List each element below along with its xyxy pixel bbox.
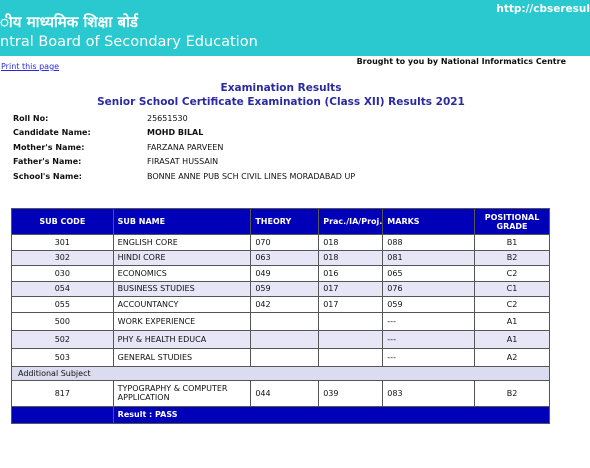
grade-cell: A2: [475, 348, 550, 366]
header-prac: Prac./IA/Proj.: [319, 209, 383, 235]
print-page-link[interactable]: Print this page: [1, 62, 60, 71]
mother-name-label: Mother's Name:: [13, 142, 85, 152]
roll-label: Roll No:: [13, 113, 49, 123]
marks-cell: ---: [383, 312, 475, 330]
board-title-hindi: ीय माध्यमिक शिक्षा बोर्ड: [0, 13, 138, 31]
result-spacer: [12, 406, 114, 423]
header-theory: THEORY: [251, 209, 319, 235]
sub-code-cell: 055: [12, 297, 114, 313]
table-row: [12, 281, 550, 297]
sub-name-cell: ACCOUNTANCY: [113, 297, 251, 313]
marks-cell: 081: [383, 250, 475, 266]
sub-code-cell: 500: [12, 312, 114, 330]
mother-name-row: [13, 140, 355, 155]
sub-code-cell: 503: [12, 348, 114, 366]
prac-cell: 039: [319, 380, 383, 406]
grade-cell: B1: [475, 235, 550, 251]
roll-row: [13, 111, 355, 126]
result-text: Result : PASS: [113, 406, 549, 423]
theory-cell: [251, 348, 319, 366]
prac-cell: [319, 330, 383, 348]
candidate-info: [13, 111, 355, 184]
theory-cell: 042: [251, 297, 319, 313]
father-name-label: Father's Name:: [13, 157, 82, 167]
additional-subject-label: Additional Subject: [12, 366, 550, 380]
sub-name-cell: WORK EXPERIENCE: [113, 312, 251, 330]
marks-cell: ---: [383, 330, 475, 348]
prac-cell: 016: [319, 266, 383, 282]
header-sub-name: SUB NAME: [113, 209, 251, 235]
roll-value: 25651530: [147, 113, 188, 123]
sub-name-cell: BUSINESS STUDIES: [113, 281, 251, 297]
grade-cell: A1: [475, 330, 550, 348]
theory-cell: 044: [251, 380, 319, 406]
header-grade: POSITIONAL GRADE: [475, 209, 550, 235]
sub-name-cell: ENGLISH CORE: [113, 235, 251, 251]
marks-cell: 083: [383, 380, 475, 406]
sub-name-cell: PHY & HEALTH EDUCA: [113, 330, 251, 348]
exam-subheading: Senior School Certificate Examination (Class XII) Results 2021: [97, 96, 465, 108]
theory-cell: [251, 330, 319, 348]
table-row: [12, 297, 550, 313]
theory-cell: 063: [251, 250, 319, 266]
candidate-name-row: [13, 126, 355, 141]
school-name-value: BONNE ANNE PUB SCH CIVIL LINES MORADABAD UP: [147, 171, 356, 181]
theory-cell: [251, 312, 319, 330]
sub-name-cell: TYPOGRAPHY & COMPUTER APPLICATION: [113, 380, 251, 406]
prac-cell: 017: [319, 281, 383, 297]
sub-code-cell: 054: [12, 281, 114, 297]
marks-cell: ---: [383, 348, 475, 366]
sub-name-cell: ECONOMICS: [113, 266, 251, 282]
marks-cell: 059: [383, 297, 475, 313]
prac-cell: [319, 348, 383, 366]
sub-code-cell: 030: [12, 266, 114, 282]
grade-cell: B2: [475, 250, 550, 266]
sub-code-cell: 302: [12, 250, 114, 266]
marks-cell: 088: [383, 235, 475, 251]
prac-cell: 018: [319, 235, 383, 251]
prac-cell: 018: [319, 250, 383, 266]
brought-by-text: Brought to you by National Informatics Centre: [356, 57, 566, 66]
grade-cell: C1: [475, 281, 550, 297]
header-sub-code: SUB CODE: [12, 209, 114, 235]
table-row: [12, 235, 550, 251]
marks-cell: 076: [383, 281, 475, 297]
results-table: [11, 208, 550, 424]
board-title-english: ntral Board of Secondary Education: [0, 34, 258, 50]
table-row: [12, 348, 550, 366]
table-row: [12, 312, 550, 330]
sub-code-cell: 301: [12, 235, 114, 251]
grade-cell: C2: [475, 297, 550, 313]
table-row: [12, 330, 550, 348]
mother-name-value: FARZANA PARVEEN: [147, 142, 224, 152]
grade-cell: B2: [475, 380, 550, 406]
table-row: [12, 266, 550, 282]
school-name-row: [13, 169, 355, 184]
candidate-name-label: Candidate Name:: [13, 128, 91, 138]
sub-code-cell: 817: [12, 380, 114, 406]
grade-cell: A1: [475, 312, 550, 330]
theory-cell: 049: [251, 266, 319, 282]
sub-code-cell: 502: [12, 330, 114, 348]
school-name-label: School's Name:: [13, 171, 82, 181]
theory-cell: 070: [251, 235, 319, 251]
grade-cell: C2: [475, 266, 550, 282]
additional-subject-row: [12, 366, 550, 380]
prac-cell: 017: [319, 297, 383, 313]
site-url: http://cbseresul: [496, 3, 590, 15]
father-name-value: FIRASAT HUSSAIN: [147, 157, 219, 167]
candidate-name-value: MOHD BILAL: [147, 128, 204, 138]
header-marks: MARKS: [383, 209, 475, 235]
marks-cell: 065: [383, 266, 475, 282]
result-row: [12, 406, 550, 423]
father-name-row: [13, 155, 355, 170]
theory-cell: 059: [251, 281, 319, 297]
table-row: [12, 250, 550, 266]
table-row: [12, 380, 550, 406]
sub-name-cell: HINDI CORE: [113, 250, 251, 266]
results-heading: Examination Results: [220, 82, 342, 94]
sub-name-cell: GENERAL STUDIES: [113, 348, 251, 366]
table-header-row: [12, 209, 550, 235]
prac-cell: [319, 312, 383, 330]
header-banner: [0, 0, 590, 56]
